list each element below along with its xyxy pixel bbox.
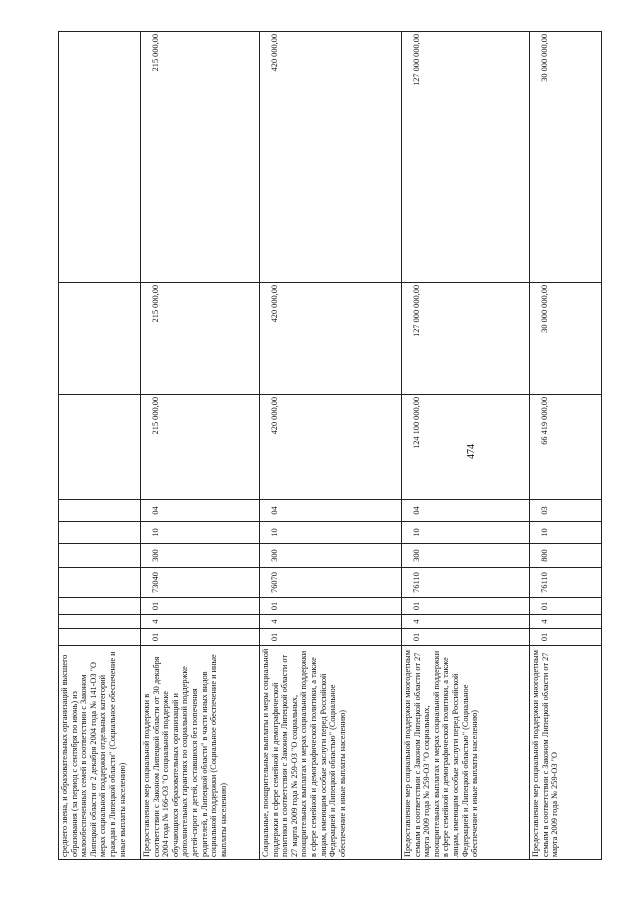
row-description: среднего звена, и образовательных организаций высшего образования (за период с сентября по июнь) из малообеспеченных семей в соответствии с Законом Липецкой области от 2 декабря 2004 года № 141-ОЗ "О мерах социальной поддержки отдельных категорий граждан в Липецкой области" (Социальное обеспечение и иные выплаты населению) [59,646,141,860]
amount-cell: 420 000,00 [260,283,402,395]
code-cell [59,568,141,598]
row-description: Социальные, поощрительные выплаты и меры социальной поддержки в сфере семейной и демографической политики в соответствии с Законом Липецкой области от 27 марта 2009 года № 259-ОЗ "О социальных, поощрительных выплатах и мерах социальной поддержки в сфере семейной и демографической политики, а также лицам, имеющим особые заслуги перед Российской Федерацией и Липецкой областью" (Социальное обеспечение и иные выплаты населению) [260,646,402,860]
amount-cell: 215 000,00 [141,395,260,500]
code-cell [59,500,141,522]
code-cell: 73040 [141,568,260,598]
code-cell: 76110 [530,568,602,598]
amount-cell: 127 000 000,00 [402,32,530,283]
rotated-table-container [58,32,601,860]
amount-cell: 66 419 000,00 [530,395,602,500]
code-cell: 01 [402,598,530,615]
code-cell: 4 [530,615,602,629]
amount-cell [59,32,141,283]
amount-cell [59,395,141,500]
code-cell: 10 [402,522,530,544]
amount-cell: 124 100 000,00 [402,395,530,500]
table-row [141,32,260,860]
amount-cell [59,283,141,395]
code-cell: 01 [402,629,530,646]
code-cell: 300 [402,544,530,568]
table-row [59,32,141,860]
code-cell: 300 [260,544,402,568]
amount-cell: 420 000,00 [260,32,402,283]
row-description: Предоставление мер социальной поддержки в соответствии с Законом Липецкой области от 30 декабря 2004 года № 166-ОЗ "О социальной поддержке обучающихся образовательных организаций и дополнительных гарантиях по социальной поддержке детей-сирот и детей, оставшихся без попечения родителей, в Липецкой области" в части иных видов социальной поддержки (Социальное обеспечение и иные выплаты населению) [141,646,260,860]
code-cell: 01 [141,629,260,646]
amount-cell: 215 000,00 [141,32,260,283]
amount-cell: 215 000,00 [141,283,260,395]
amount-cell: 420 000,00 [260,395,402,500]
budget-table [58,31,602,860]
code-cell: 01 [260,598,402,615]
code-cell: 04 [402,500,530,522]
code-cell: 76070 [260,568,402,598]
code-cell: 4 [260,615,402,629]
code-cell: 04 [141,500,260,522]
code-cell [59,544,141,568]
table-row [530,32,602,860]
code-cell: 01 [530,598,602,615]
code-cell: 01 [530,629,602,646]
code-cell [59,522,141,544]
amount-cell: 127 000 000,00 [402,283,530,395]
code-cell: 76110 [402,568,530,598]
code-cell: 04 [260,500,402,522]
code-cell [59,615,141,629]
table-row [260,32,402,860]
code-cell: 01 [141,598,260,615]
code-cell: 4 [141,615,260,629]
row-description: Предоставление мер социальной поддержки многодетным семьям в соответствии с Законом Липецкой области от 27 марта 2009 года № 259-ОЗ "О социальных, поощрительных выплатах и мерах социальной поддержки в сфере семейной и демографической политики, а также лицам, имеющим особые заслуги перед Российской Федерацией и Липецкой областью" (Социальное обеспечение и иные выплаты населению) [402,646,530,860]
amount-cell: 30 000 000,00 [530,32,602,283]
code-cell: 10 [260,522,402,544]
code-cell [59,629,141,646]
page-number: 474 [466,444,477,459]
code-cell: 10 [141,522,260,544]
code-cell: 800 [530,544,602,568]
code-cell: 10 [530,522,602,544]
amount-cell: 30 000 000,00 [530,283,602,395]
table-row [402,32,530,860]
code-cell [59,598,141,615]
code-cell: 03 [530,500,602,522]
code-cell: 300 [141,544,260,568]
code-cell: 4 [402,615,530,629]
code-cell: 01 [260,629,402,646]
row-description: Предоставление мер социальной поддержки многодетным семьям в соответствии с Законом Липецкой области от 27 марта 2009 года № 259-ОЗ "О [530,646,602,860]
